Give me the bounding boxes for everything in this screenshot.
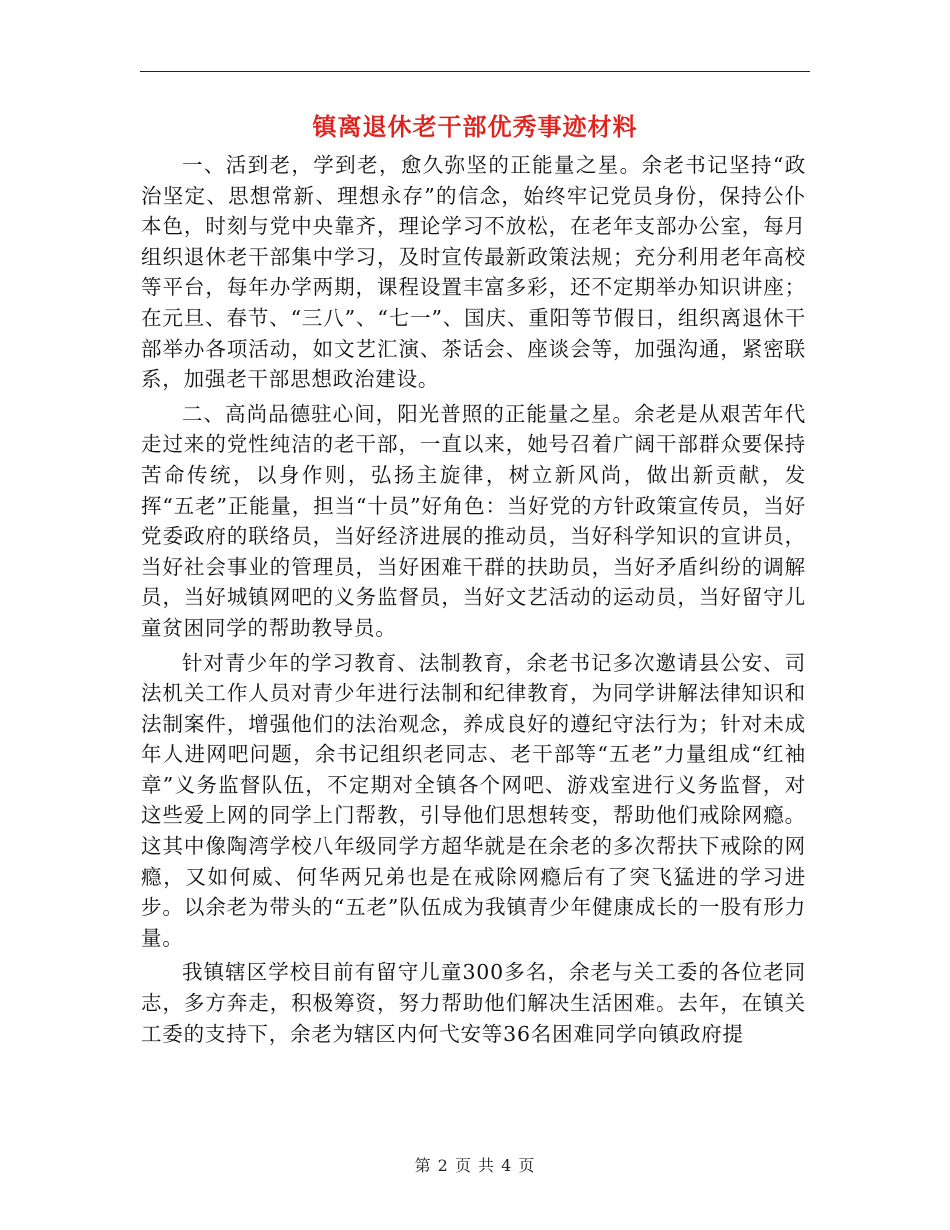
header-rule — [140, 71, 810, 72]
document-title: 镇离退休老干部优秀事迹材料 — [312, 112, 638, 141]
paragraph-3: 针对青少年的学习教育、法制教育，余老书记多次邀请县公安、司法机关工作人员对青少年进行法制和纪律教育，为同学讲解法律知识和法制案件，增强他们的法治观念，养成良好的遵纪守法行为；针对未成年人进网吧问题，余书记组织老同志、老干部等“五老”力量组成“红袖章”义务监督队伍，不定期对全镇各个网吧、游戏室进行义务监督，对这些爱上网的同学上门帮教，引导他们思想转变，帮助他们戒除网瘾。这其中像陶湾学校八年级同学方超华就是在余老的多次帮扶下戒除的网瘾，又如何威、何华两兄弟也是在戒除网瘾后有了突飞猛进的学习进步。以余老为带头的“五老”队伍成为我镇青少年健康成长的一股有形力量。 — [141, 650, 806, 950]
document-body — [141, 150, 806, 1053]
paragraph-4: 我镇辖区学校目前有留守儿童300多名，余老与关工委的各位老同志，多方奔走，积极筹资，努力帮助他们解决生活困难。去年，在镇关工委的支持下，余老为辖区内何弋安等36名困难同学向镇政府提 — [141, 960, 806, 1046]
page-number-footer: 第 2 页 共 4 页 — [414, 1156, 536, 1175]
paragraph-1: 一、活到老，学到老，愈久弥坚的正能量之星。余老书记坚持“政治坚定、思想常新、理想永存”的信念，始终牢记党员身份，保持公仆本色，时刻与党中央靠齐，理论学习不放松，在老年支部办公室，每月组织退休老干部集中学习，及时宣传最新政策法规；充分利用老年高校等平台，每年办学两期，课程设置丰富多彩，还不定期举办知识讲座；在元旦、春节、“三八”、“七一”、国庆、重阳等节假日，组织离退休干部举办各项活动，如文艺汇演、茶话会、座谈会等，加强沟通，紧密联系，加强老干部思想政治建设。 — [141, 153, 806, 392]
paragraph-2: 二、高尚品德驻心间，阳光普照的正能量之星。余老是从艰苦年代走过来的党性纯洁的老干部，一直以来，她号召着广阔干部群众要保持苦命传统，以身作则，弘扬主旋律，树立新风尚，做出新贡献，发挥“五老”正能量，担当“十员”好角色：当好党的方针政策宣传员，当好党委政府的联络员，当好经济进展的推动员，当好科学知识的宣讲员，当好社会事业的管理员，当好困难干群的扶助员，当好矛盾纠纷的调解员，当好城镇网吧的义务监督员，当好文艺活动的运动员，当好留守儿童贫困同学的帮助教导员。 — [141, 401, 806, 640]
